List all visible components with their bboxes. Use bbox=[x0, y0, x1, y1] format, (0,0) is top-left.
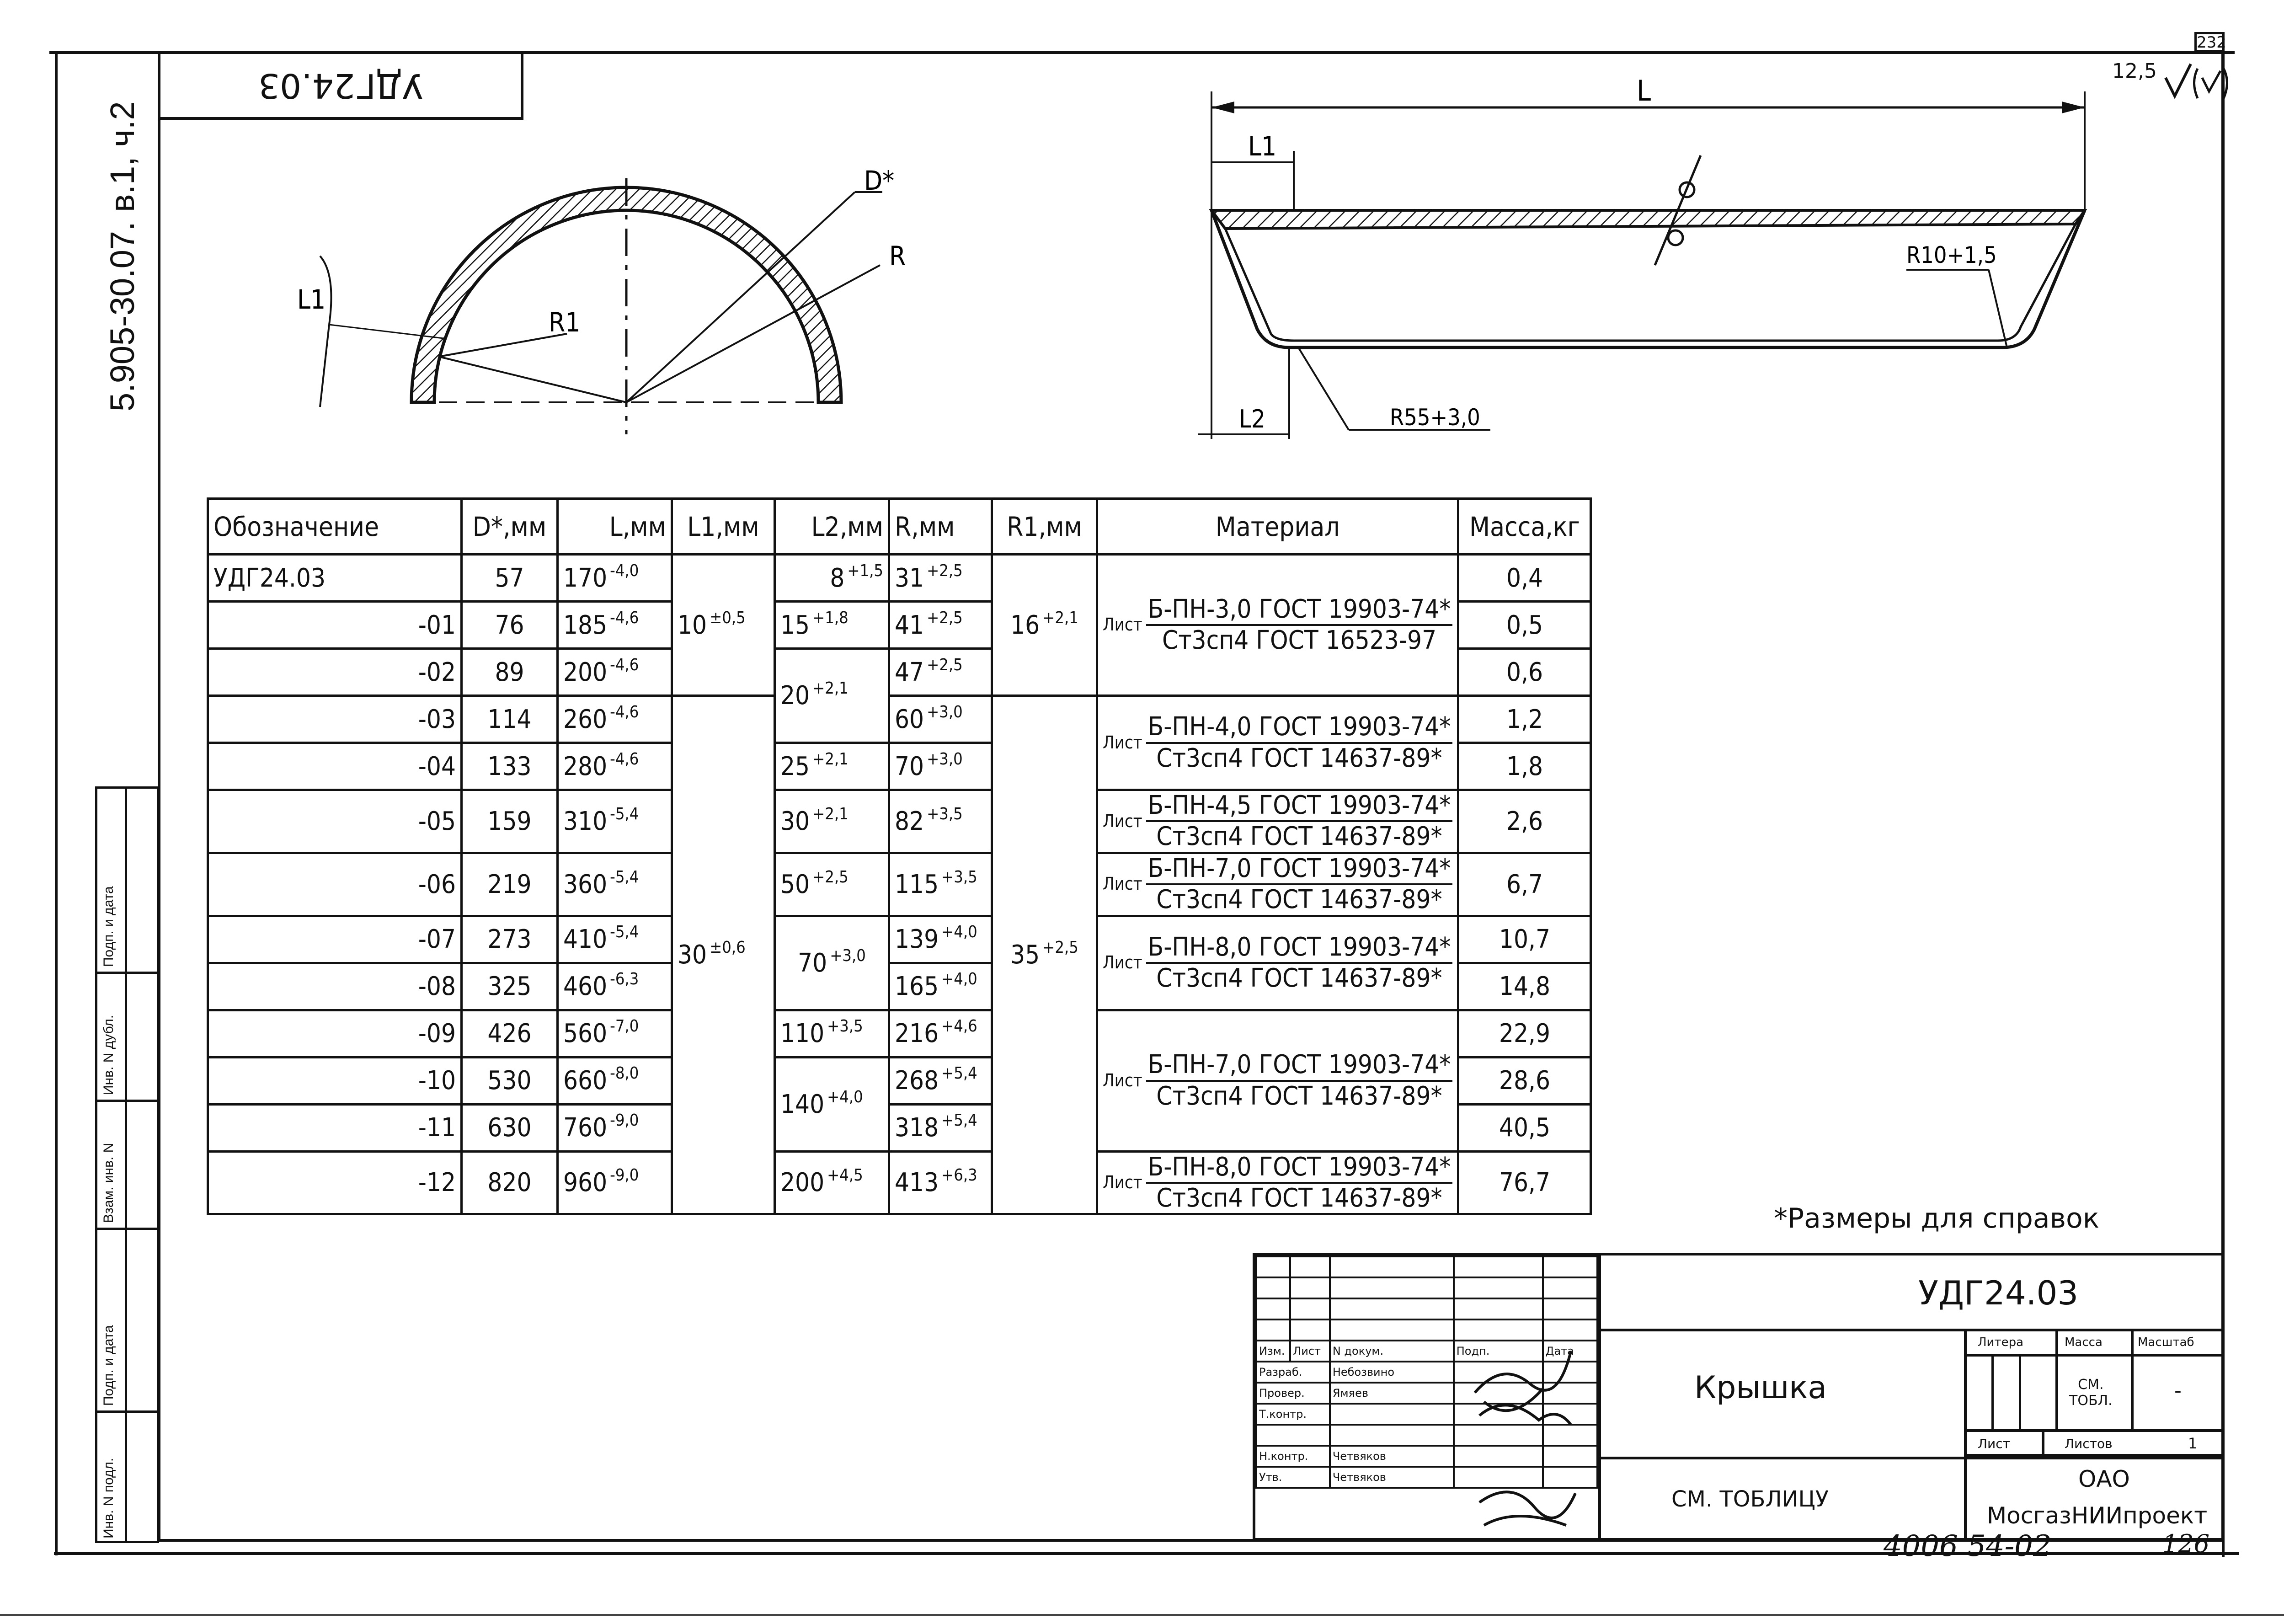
col-header: R1,мм bbox=[992, 499, 1097, 555]
cell-l2: 200 $^{+4,5}$ bbox=[775, 1151, 889, 1214]
role-label: Т.контр. bbox=[1256, 1404, 1330, 1425]
cell-l2: 70 $^{+3,0}$ bbox=[775, 916, 889, 1010]
table-row bbox=[208, 853, 1591, 916]
cell-l: 310 $^{-5,4}$ bbox=[558, 790, 672, 853]
roughness-icon bbox=[2163, 59, 2232, 110]
person-name: Небозвино bbox=[1330, 1362, 1454, 1383]
label-l: L bbox=[1637, 74, 1651, 107]
role-label: Утв. bbox=[1256, 1467, 1330, 1488]
footnote: *Размеры для справок bbox=[1774, 1202, 2099, 1234]
cell-r: 413 $^{+6,3}$ bbox=[889, 1151, 992, 1214]
cell-l2: 30 $^{+2,1}$ bbox=[775, 790, 889, 853]
side-view-drawing bbox=[1198, 73, 2112, 448]
cell-material: Лист $\frac{\text{Б-ПН-3,0 ГОСТ 19903-74*}}{\text{Ст3сп4 ГОСТ 16523-97}}$ bbox=[1097, 555, 1458, 696]
col-lit: Литера bbox=[1978, 1336, 2024, 1349]
part-name: Крышка bbox=[1694, 1370, 1827, 1406]
hdr-list: Лист bbox=[1290, 1341, 1330, 1362]
table-header-row bbox=[208, 499, 1591, 555]
cell-r: 139 $^{+4,0}$ bbox=[889, 916, 992, 963]
cell-mass: 76,7 bbox=[1458, 1151, 1591, 1214]
cell-d: 273 bbox=[462, 916, 558, 963]
cell-mass: 40,5 bbox=[1458, 1104, 1591, 1151]
roughness-symbol bbox=[2112, 59, 2232, 110]
side-stamp-label: Подп. и дата bbox=[101, 1325, 116, 1406]
cell-name: -04 bbox=[208, 743, 462, 790]
cell-d: 630 bbox=[462, 1104, 558, 1151]
org-line-2: МосгазНИИпроект bbox=[1987, 1502, 2208, 1529]
roughness-value: 12,5 bbox=[2112, 59, 2157, 83]
cell-l2: 50 $^{+2,5}$ bbox=[775, 853, 889, 916]
cell-l: 960 $^{-9,0}$ bbox=[558, 1151, 672, 1214]
cell-name: -11 bbox=[208, 1104, 462, 1151]
section-view-drawing bbox=[293, 151, 933, 471]
col-header: Обозначение bbox=[208, 499, 462, 555]
col-header: Материал bbox=[1097, 499, 1458, 555]
role-label: Провер. bbox=[1256, 1383, 1330, 1404]
cell-material: Лист $\frac{\text{Б-ПН-8,0 ГОСТ 19903-74*}}{\text{Ст3сп4 ГОСТ 14637-89*}}$ bbox=[1097, 1151, 1458, 1214]
mass-val-1: СМ. bbox=[2078, 1377, 2104, 1393]
col-scale: Масштаб bbox=[2138, 1336, 2194, 1349]
label-r: R bbox=[889, 240, 906, 272]
cell-material: Лист $\frac{\text{Б-ПН-4,5 ГОСТ 19903-74*}}{\text{Ст3сп4 ГОСТ 14637-89*}}$ bbox=[1097, 790, 1458, 853]
cell-name: -03 bbox=[208, 696, 462, 743]
cell-name: -10 bbox=[208, 1057, 462, 1104]
label-l1: L1 bbox=[297, 284, 326, 315]
mirrored-stamp-box bbox=[158, 51, 523, 120]
hdr-doc: N докум. bbox=[1330, 1341, 1454, 1362]
col-header: R,мм bbox=[889, 499, 992, 555]
cell-name: -08 bbox=[208, 963, 462, 1010]
mass-val-2: ТОБЛ. bbox=[2069, 1393, 2113, 1409]
cell-material: Лист $\frac{\text{Б-ПН-7,0 ГОСТ 19903-74*}}{\text{Ст3сп4 ГОСТ 14637-89*}}$ bbox=[1097, 1010, 1458, 1151]
cell-l: 760 $^{-9,0}$ bbox=[558, 1104, 672, 1151]
side-stamp-label: Взам. инв. N bbox=[101, 1143, 116, 1223]
designation: УДГ24.03 bbox=[1918, 1274, 2079, 1312]
hdr-date: Дата bbox=[1543, 1341, 1597, 1362]
col-header: Масса,кг bbox=[1458, 499, 1591, 555]
cell-mass: 1,8 bbox=[1458, 743, 1591, 790]
cell-r: 47 $^{+2,5}$ bbox=[889, 649, 992, 696]
sheets-value: 1 bbox=[2188, 1435, 2198, 1452]
title-block bbox=[1253, 1253, 2224, 1541]
cell-r: 216 $^{+4,6}$ bbox=[889, 1010, 992, 1057]
role-label: Н.контр. bbox=[1256, 1446, 1330, 1467]
cell-l: 660 $^{-8,0}$ bbox=[558, 1057, 672, 1104]
person-name: Ямяев bbox=[1330, 1383, 1454, 1404]
person-name: Четвяков bbox=[1330, 1467, 1454, 1488]
cell-d: 219 bbox=[462, 853, 558, 916]
org-line-1: ОАО bbox=[2078, 1466, 2130, 1492]
cell-l: 280 $^{-4,6}$ bbox=[558, 743, 672, 790]
cell-mass: 0,6 bbox=[1458, 649, 1591, 696]
cell-l2: 20 $^{+2,1}$ bbox=[775, 649, 889, 743]
cell-mass: 0,4 bbox=[1458, 555, 1591, 602]
cell-material: Лист $\frac{\text{Б-ПН-4,0 ГОСТ 19903-74*}}{\text{Ст3сп4 ГОСТ 14637-89*}}$ bbox=[1097, 696, 1458, 790]
cell-d: 57 bbox=[462, 555, 558, 602]
doc-code-text: 5.905-30.07. в.1, ч.2 bbox=[103, 101, 141, 411]
scan-line bbox=[0, 1614, 2284, 1616]
col-header: L2,мм bbox=[775, 499, 889, 555]
table-row bbox=[208, 916, 1591, 963]
cell-mass: 1,2 bbox=[1458, 696, 1591, 743]
label-r10: R10+1,5 bbox=[1906, 242, 1997, 268]
cell-l: 260 $^{-4,6}$ bbox=[558, 696, 672, 743]
cell-mass: 0,5 bbox=[1458, 602, 1591, 649]
role-label: Разраб. bbox=[1256, 1362, 1330, 1383]
handwritten-page: 126 bbox=[2162, 1529, 2210, 1558]
cell-l: 170 $^{-4,0}$ bbox=[558, 555, 672, 602]
cell-material: Лист $\frac{\text{Б-ПН-7,0 ГОСТ 19903-74*}}{\text{Ст3сп4 ГОСТ 14637-89*}}$ bbox=[1097, 853, 1458, 916]
label-r1: R1 bbox=[549, 307, 581, 338]
cell-l: 200 $^{-4,6}$ bbox=[558, 649, 672, 696]
cell-mass: 28,6 bbox=[1458, 1057, 1591, 1104]
sheet-number: 232 bbox=[2197, 33, 2226, 52]
scale-value: - bbox=[2174, 1379, 2182, 1402]
side-stamp-label: Подп. и дата bbox=[101, 886, 116, 967]
col-mass: Масса bbox=[2065, 1336, 2103, 1349]
sheet-label: Лист bbox=[1978, 1436, 2010, 1451]
side-stamp-label: Инв. N подл. bbox=[101, 1458, 116, 1539]
cell-mass: 2,6 bbox=[1458, 790, 1591, 853]
col-header: L,мм bbox=[558, 499, 672, 555]
cell-name: -06 bbox=[208, 853, 462, 916]
cell-l: 360 $^{-5,4}$ bbox=[558, 853, 672, 916]
cell-d: 820 bbox=[462, 1151, 558, 1214]
cell-l: 410 $^{-5,4}$ bbox=[558, 916, 672, 963]
table-row bbox=[208, 1151, 1591, 1214]
table-row bbox=[208, 555, 1591, 602]
doc-code-vertical bbox=[103, 101, 142, 411]
cell-mass: 6,7 bbox=[1458, 853, 1591, 916]
cell-r: 41 $^{+2,5}$ bbox=[889, 602, 992, 649]
spec-table bbox=[207, 497, 1592, 1215]
cell-mass: 14,8 bbox=[1458, 963, 1591, 1010]
cell-r: 165 $^{+4,0}$ bbox=[889, 963, 992, 1010]
cell-d: 133 bbox=[462, 743, 558, 790]
col-header: D*,мм bbox=[462, 499, 558, 555]
cell-mass: 10,7 bbox=[1458, 916, 1591, 963]
cell-d: 76 bbox=[462, 602, 558, 649]
cell-r: 318 $^{+5,4}$ bbox=[889, 1104, 992, 1151]
cell-r: 115 $^{+3,5}$ bbox=[889, 853, 992, 916]
cell-l2: 15 $^{+1,8}$ bbox=[775, 602, 889, 649]
cell-l2: 8 $^{+1,5}$ bbox=[775, 555, 889, 602]
cell-name: -02 bbox=[208, 649, 462, 696]
cell-r: 82 $^{+3,5}$ bbox=[889, 790, 992, 853]
side-stamp-label: Инв. N дубл. bbox=[101, 1015, 116, 1095]
mirrored-stamp: УДГ24.03 bbox=[258, 66, 423, 105]
label-d: D* bbox=[864, 165, 895, 196]
cell-r1-group1: 16 $^{+2,1}$ bbox=[992, 555, 1097, 696]
cell-l: 460 $^{-6,3}$ bbox=[558, 963, 672, 1010]
cell-l: 185 $^{-4,6}$ bbox=[558, 602, 672, 649]
cell-l1-group2: 30 $^{\pm 0,6}$ bbox=[672, 696, 775, 1214]
cell-r: 60 $^{+3,0}$ bbox=[889, 696, 992, 743]
cell-d: 159 bbox=[462, 790, 558, 853]
cell-d: 325 bbox=[462, 963, 558, 1010]
cell-name: -01 bbox=[208, 602, 462, 649]
cell-mass: 22,9 bbox=[1458, 1010, 1591, 1057]
cell-l1-group1: 10 $^{\pm 0,5}$ bbox=[672, 555, 775, 696]
sheets-label: Листов bbox=[2065, 1436, 2113, 1451]
table-row bbox=[208, 696, 1591, 743]
cell-d: 426 bbox=[462, 1010, 558, 1057]
label-r55: R55+3,0 bbox=[1390, 404, 1480, 431]
cell-l: 560 $^{-7,0}$ bbox=[558, 1010, 672, 1057]
cell-material: Лист $\frac{\text{Б-ПН-8,0 ГОСТ 19903-74*}}{\text{Ст3сп4 ГОСТ 14637-89*}}$ bbox=[1097, 916, 1458, 1010]
cell-d: 114 bbox=[462, 696, 558, 743]
person-name: Четвяков bbox=[1330, 1446, 1454, 1467]
cell-r: 70 $^{+3,0}$ bbox=[889, 743, 992, 790]
cell-name: -12 bbox=[208, 1151, 462, 1214]
label-l1-side: L1 bbox=[1248, 131, 1277, 162]
side-stamp-strip bbox=[95, 786, 159, 1543]
cell-name: -05 bbox=[208, 790, 462, 853]
cell-name: -09 bbox=[208, 1010, 462, 1057]
cell-l2: 140 $^{+4,0}$ bbox=[775, 1057, 889, 1151]
cell-l2: 110 $^{+3,5}$ bbox=[775, 1010, 889, 1057]
cell-l2: 25 $^{+2,1}$ bbox=[775, 743, 889, 790]
left-margin-line bbox=[55, 51, 58, 1555]
table-row bbox=[208, 1010, 1591, 1057]
mass-value bbox=[2069, 1377, 2113, 1409]
hdr-sign: Подп. bbox=[1454, 1341, 1543, 1362]
cell-r: 31 $^{+2,5}$ bbox=[889, 555, 992, 602]
label-l2: L2 bbox=[1239, 405, 1265, 433]
signatures bbox=[1466, 1333, 1585, 1534]
material-ref: СМ. ТОБЛИЦУ bbox=[1671, 1486, 1829, 1512]
hdr-izm: Изм. bbox=[1256, 1341, 1290, 1362]
cell-d: 89 bbox=[462, 649, 558, 696]
table-row bbox=[208, 790, 1591, 853]
cell-r1-group2: 35 $^{+2,5}$ bbox=[992, 696, 1097, 1214]
cell-name: -07 bbox=[208, 916, 462, 963]
col-header: L1,мм bbox=[672, 499, 775, 555]
cell-name: УДГ24.03 bbox=[208, 555, 462, 602]
handwritten-footer: 4006 54-02 bbox=[1884, 1529, 2052, 1563]
sheet-number-box bbox=[2194, 32, 2225, 52]
cell-r: 268 $^{+5,4}$ bbox=[889, 1057, 992, 1104]
cell-d: 530 bbox=[462, 1057, 558, 1104]
